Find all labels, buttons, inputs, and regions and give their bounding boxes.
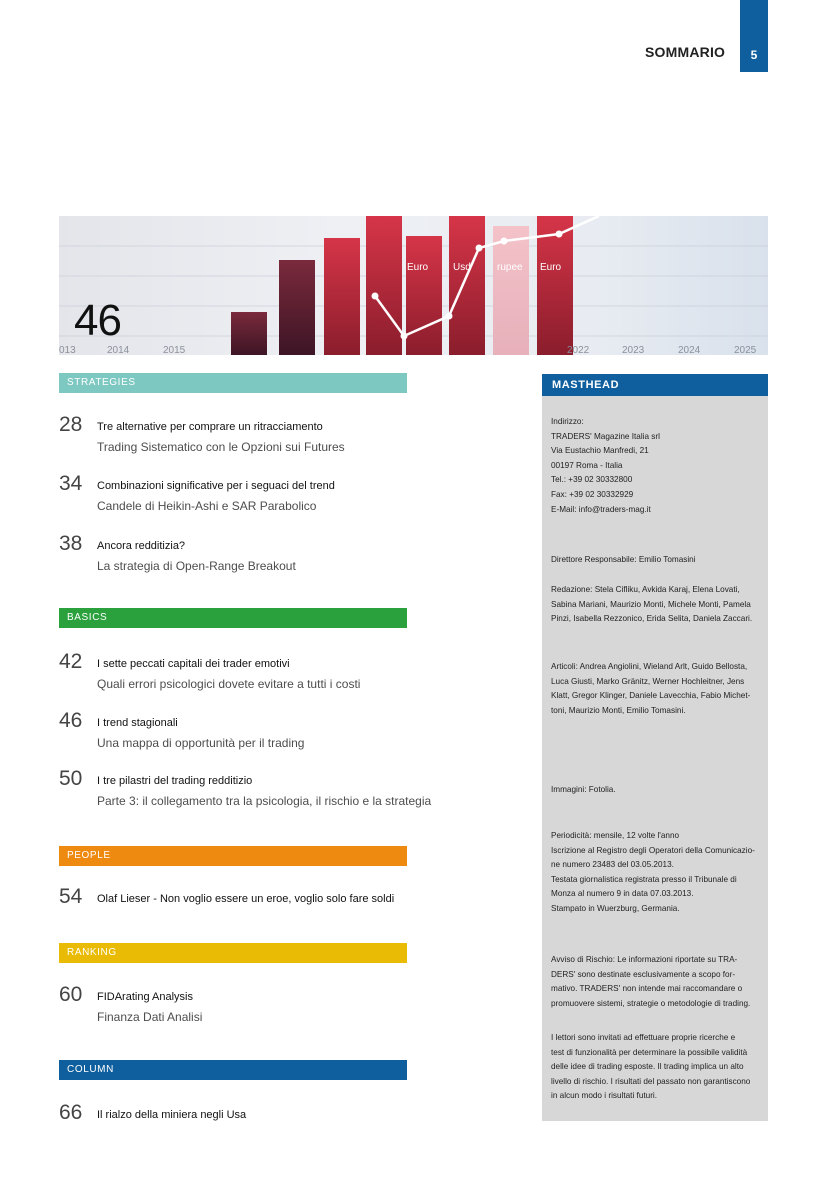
masthead-line: DERS' sono destinate esclusivamente a scopo for- [551, 969, 736, 979]
masthead-director [551, 553, 757, 568]
toc-page-number: 46 [59, 709, 83, 732]
masthead-line: Redazione: Stela Cifliku, Avkida Karaj, Elena Lovati, [551, 585, 740, 594]
masthead-line: in alcun modo i risultati futuri. [551, 1091, 658, 1101]
masthead-line: livello di rischio. I risultati del passato non garantiscono [551, 1076, 751, 1086]
toc-subtitle: Trading Sistematico con le Opzioni sui Futures [97, 440, 345, 454]
masthead-line: 00197 Roma - Italia [551, 460, 623, 470]
page-number-tab [740, 0, 768, 72]
masthead-line: TRADERS' Magazine Italia srl [551, 431, 660, 441]
masthead-line: Articoli: Andrea Angiolini, Wieland Arlt, Guido Bellosta, [551, 662, 748, 671]
toc-page-number: 54 [59, 885, 83, 908]
bar-chart-illustration [59, 216, 768, 355]
toc-title: FIDArating Analysis [97, 991, 193, 1003]
masthead-address [551, 415, 757, 517]
masthead-line: Direttore Responsabile: Emilio Tomasini [551, 555, 696, 564]
masthead-line: Monza al numero 9 in data 07.03.2013. [551, 889, 694, 899]
toc-page-number: 60 [59, 983, 83, 1006]
masthead-line: test di funzionalità per determinare la possibile validità [551, 1047, 748, 1057]
masthead-line: Indirizzo: [551, 417, 584, 426]
banner-currency-4: Euro [540, 262, 562, 273]
masthead-line: Stampato in Wuerzburg, Germania. [551, 903, 680, 913]
masthead-line: toni, Maurizio Monti, Emilio Tomasini. [551, 705, 686, 715]
masthead-line: Luca Giusti, Marko Gränitz, Werner Hochleitner, Jens [551, 676, 745, 686]
banner-year-6: 2024 [678, 345, 701, 355]
masthead-line: Iscrizione al Registro degli Operatori della Comunicazio- [551, 845, 755, 855]
banner-currency-2: Usd [453, 262, 471, 273]
feature-banner-image [59, 216, 768, 355]
masthead-line: Via Eustachio Manfredi, 21 [551, 446, 649, 456]
toc-page-number: 42 [59, 650, 83, 673]
banner-year-5: 2023 [622, 345, 645, 355]
banner-currency-1: Euro [407, 262, 429, 273]
masthead-line: Avviso di Rischio: Le informazioni riportate su TRA- [551, 955, 738, 964]
banner-year-3: 2015 [163, 345, 186, 355]
toc-title: I sette peccati capitali dei trader emotivi [97, 658, 290, 670]
toc-subtitle: Parte 3: il collegamento tra la psicologia, il rischio e la strategia [97, 794, 432, 808]
masthead-line: Klatt, Gregor Klinger, Daniele Lavecchia, Fabio Michet- [551, 691, 751, 701]
masthead-line: promuovere sistemi, strategie o metodologie di trading. [551, 998, 751, 1008]
banner-year-2: 2014 [107, 345, 130, 355]
running-header-title: SOMMARIO [645, 44, 726, 60]
masthead-risk-notice [551, 953, 757, 1011]
section-bar-strategies: STRATEGIES [59, 373, 407, 393]
toc-subtitle: Quali errori psicologici dovete evitare a tutti i costi [97, 677, 361, 691]
toc-page-number: 34 [59, 472, 83, 495]
toc-page-number: 28 [59, 413, 83, 436]
toc-subtitle: Una mappa di opportunità per il trading [97, 736, 305, 750]
toc-title: Combinazioni significative per i seguaci del trend [97, 480, 335, 492]
banner-currency-3: rupee [497, 262, 523, 273]
page-number: 5 [750, 48, 758, 62]
toc-page-number: 38 [59, 532, 83, 555]
toc-subtitle: Finanza Dati Analisi [97, 1010, 203, 1024]
masthead-header: MASTHEAD [542, 374, 768, 396]
masthead-publication [551, 829, 757, 917]
toc-page-number: 66 [59, 1101, 83, 1124]
masthead-line: delle idee di trading esposte. Il trading implica un alto [551, 1062, 744, 1072]
masthead-line: Tel.: +39 02 30332800 [551, 475, 633, 485]
toc-page-number: 50 [59, 767, 83, 790]
masthead-email-link[interactable]: E-Mail: info@traders-mag.it [551, 504, 651, 514]
toc-title: Il rialzo della miniera negli Usa [97, 1109, 247, 1121]
masthead-readers-notice [551, 1031, 757, 1104]
banner-feature-number: 46 [74, 296, 121, 345]
section-bar-people: PEOPLE [59, 846, 407, 866]
toc-title: I trend stagionali [97, 717, 178, 729]
masthead-line: mativo. TRADERS' non intende mai raccomandare o [551, 984, 743, 994]
masthead-line: ne numero 23483 del 03.05.2013. [551, 860, 674, 870]
toc-title: Ancora redditizia? [97, 540, 186, 552]
toc-subtitle: La strategia di Open-Range Breakout [97, 559, 296, 573]
banner-year-7: 2025 [734, 345, 757, 355]
banner-year-1: 013 [59, 345, 76, 355]
masthead-editorial [551, 583, 757, 627]
section-bar-ranking: RANKING [59, 943, 407, 963]
masthead-line: Periodicità: mensile, 12 volte l'anno [551, 831, 680, 840]
masthead-line: Fax: +39 02 30332929 [551, 489, 634, 499]
masthead-line: Sabina Mariani, Maurizio Monti, Michele Monti, Pamela [551, 599, 751, 609]
masthead-line: Immagini: Fotolia. [551, 785, 616, 794]
toc-title: Tre alternative per comprare un ritracciamento [97, 421, 323, 433]
masthead-articles [551, 660, 757, 718]
masthead-line: Testata giornalistica registrata presso il Tribunale di [551, 874, 737, 884]
masthead-line: Pinzi, Isabella Rezzonico, Erida Selita, Daniela Zaccari. [551, 614, 753, 624]
toc-title: Olaf Lieser - Non voglio essere un eroe, voglio solo fare soldi [97, 893, 395, 905]
toc-title: I tre pilastri del trading redditizio [97, 775, 253, 787]
masthead-images [551, 783, 757, 798]
banner-year-4: 2022 [567, 345, 590, 355]
toc-subtitle: Candele di Heikin-Ashi e SAR Parabolico [97, 499, 317, 513]
section-bar-column: COLUMN [59, 1060, 407, 1080]
masthead-line: I lettori sono invitati ad effettuare proprie ricerche e [551, 1033, 736, 1042]
section-bar-basics: BASICS [59, 608, 407, 628]
